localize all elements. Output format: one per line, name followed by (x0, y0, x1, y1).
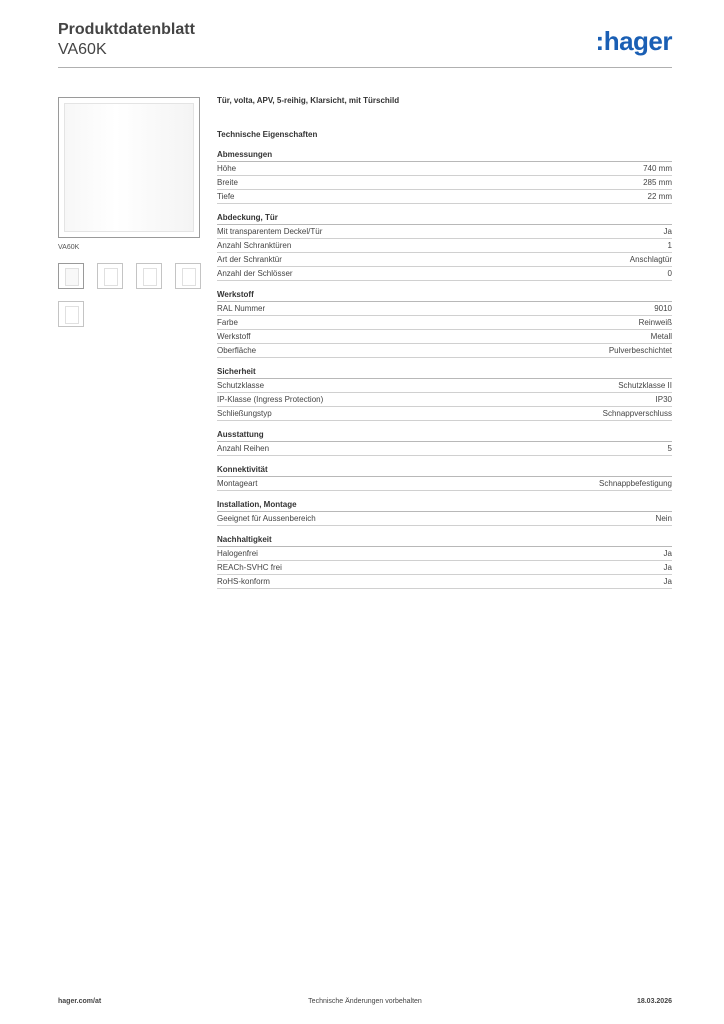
group-title: Installation, Montage (217, 499, 672, 512)
group-title: Nachhaltigkeit (217, 534, 672, 547)
spec-row (217, 547, 672, 561)
spec-label: Schutzklasse (217, 381, 265, 390)
spec-label: Tiefe (217, 192, 235, 201)
spec-row (217, 225, 672, 239)
spec-label: Breite (217, 178, 238, 187)
spec-groups (217, 149, 672, 589)
spec-label: Schließungstyp (217, 409, 272, 418)
spec-value: 1 (667, 241, 672, 250)
spec-value: 0 (667, 269, 672, 278)
section-heading: Technische Eigenschaften (217, 130, 318, 139)
image-caption: VA60K (58, 244, 80, 251)
spec-label: Halogenfrei (217, 549, 258, 558)
spec-value: Schnappverschluss (602, 409, 672, 418)
spec-row (217, 575, 672, 589)
spec-value: Schnappbefestigung (599, 479, 672, 488)
spec-value: Schutzklasse II (618, 381, 672, 390)
spec-label: RAL Nummer (217, 304, 266, 313)
spec-label: Farbe (217, 318, 238, 327)
spec-row (217, 512, 672, 526)
spec-row (217, 302, 672, 316)
spec-label: Oberfläche (217, 346, 257, 355)
spec-label: Geeignet für Aussenbereich (217, 514, 316, 523)
spec-group (217, 534, 672, 589)
spec-value: 22 mm (647, 192, 672, 201)
group-title: Abmessungen (217, 149, 672, 162)
group-title: Ausstattung (217, 429, 672, 442)
spec-row (217, 253, 672, 267)
spec-content (217, 94, 672, 589)
spec-row (217, 442, 672, 456)
spec-row (217, 176, 672, 190)
group-title: Sicherheit (217, 366, 672, 379)
product-code: VA60K (58, 41, 107, 58)
spec-row (217, 561, 672, 575)
thumbnail-3[interactable] (136, 263, 162, 289)
spec-group (217, 212, 672, 281)
thumbnail-4[interactable] (175, 263, 201, 289)
spec-group (217, 499, 672, 526)
spec-value: Metall (650, 332, 672, 341)
spec-label: Art der Schranktür (217, 255, 282, 264)
spec-label: Höhe (217, 164, 237, 173)
spec-value: Anschlagtür (629, 255, 672, 264)
product-description: Tür, volta, APV, 5-reihig, Klarsicht, mit Türschild (217, 96, 400, 105)
thumbnail-5[interactable] (58, 301, 84, 327)
spec-value: 740 mm (643, 164, 672, 173)
spec-group (217, 149, 672, 204)
door-illustration (64, 103, 194, 232)
spec-label: Anzahl Schranktüren (217, 241, 292, 250)
spec-row (217, 477, 672, 491)
spec-value: Ja (663, 577, 672, 586)
spec-row (217, 239, 672, 253)
spec-value: Nein (655, 514, 672, 523)
thumbnail-2[interactable] (97, 263, 123, 289)
group-title: Konnektivität (217, 464, 672, 477)
spec-label: RoHS-konform (217, 577, 270, 586)
spec-value: IP30 (655, 395, 672, 404)
spec-row (217, 316, 672, 330)
spec-group (217, 366, 672, 421)
group-title: Werkstoff (217, 289, 672, 302)
spec-row (217, 330, 672, 344)
footer-disclaimer: Technische Änderungen vorbehalten (308, 998, 422, 1005)
spec-row (217, 267, 672, 281)
document-header (58, 20, 195, 60)
footer-website-link[interactable]: hager.com/at (58, 998, 102, 1005)
spec-label: Anzahl der Schlösser (217, 269, 293, 278)
thumbnail-1[interactable] (58, 263, 84, 289)
document-title: Produktdatenblatt (58, 21, 195, 38)
spec-group (217, 289, 672, 358)
header-divider (58, 67, 672, 68)
spec-label: Anzahl Reihen (217, 444, 270, 453)
spec-row (217, 379, 672, 393)
spec-value: 9010 (654, 304, 672, 313)
spec-value: Reinweiß (638, 318, 672, 327)
product-image (58, 97, 200, 238)
group-title: Abdeckung, Tür (217, 212, 672, 225)
spec-value: 5 (667, 444, 672, 453)
hager-logo: :hager (595, 26, 672, 56)
spec-row (217, 190, 672, 204)
spec-row (217, 344, 672, 358)
spec-label: Montageart (217, 479, 258, 488)
spec-group (217, 429, 672, 456)
footer-date: 18.03.2026 (636, 998, 672, 1005)
spec-label: REACh-SVHC frei (217, 563, 282, 572)
spec-value: Ja (663, 227, 672, 236)
spec-value: Pulverbeschichtet (608, 346, 672, 355)
spec-row (217, 393, 672, 407)
spec-value: Ja (663, 563, 672, 572)
spec-row (217, 407, 672, 421)
spec-value: Ja (663, 549, 672, 558)
spec-label: Mit transparentem Deckel/Tür (217, 227, 323, 236)
spec-value: 285 mm (643, 178, 672, 187)
spec-row (217, 162, 672, 176)
spec-label: IP-Klasse (Ingress Protection) (217, 395, 324, 404)
spec-label: Werkstoff (217, 332, 251, 341)
spec-group (217, 464, 672, 491)
